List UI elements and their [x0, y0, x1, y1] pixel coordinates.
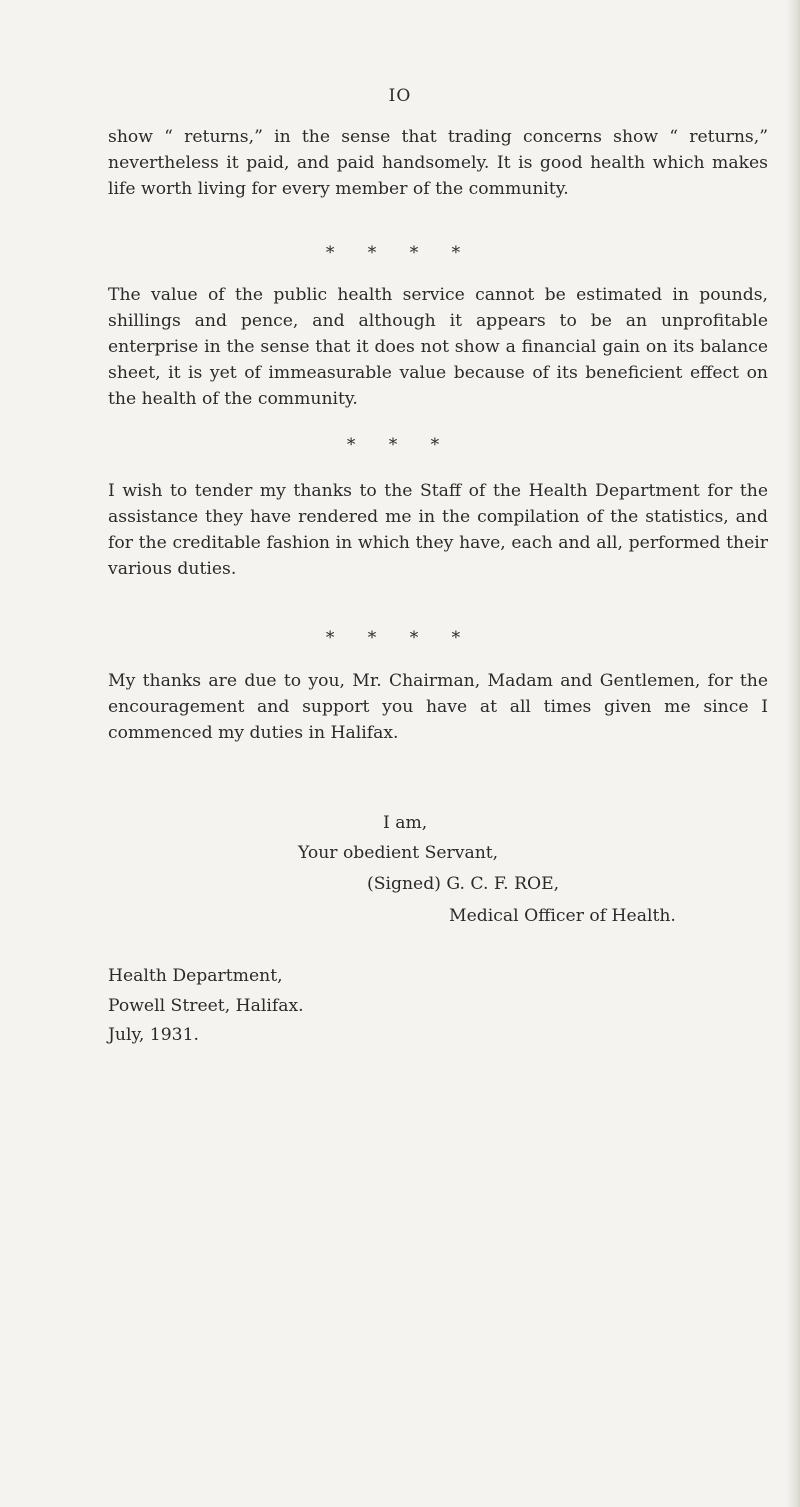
paragraph-returns: show “ returns,” in the sense that trading concerns show “ returns,” nevertheless it paid, and paid handsomely. It is good health which makes life worth living for every member of the community.: [108, 127, 768, 199]
page-edge-shadow: [786, 0, 800, 1507]
paragraph-public-health-value: The value of the public health service cannot be estimated in pounds, shillings and pence, and although it appears to be an unprofitable enterprise in the sense that it does not show a financial gain on its balance sheet, it is yet of immeasurable value because of its beneficient effect on the health of the community.: [108, 285, 768, 409]
signature: (Signed) G. C. F. ROE,: [367, 874, 560, 894]
signatory-title: Medical Officer of Health.: [449, 906, 676, 926]
section-separator: * * * *: [325, 628, 475, 648]
closing-valediction: Your obedient Servant,: [298, 843, 499, 863]
paragraph-committee-thanks: My thanks are due to you, Mr. Chairman, Madam and Gentlemen, for the encouragement and support you have at all times given me since I commenced my duties in Halifax.: [108, 671, 768, 743]
closing-salutation: I am,: [383, 813, 428, 833]
address-street: Powell Street, Halifax.: [108, 996, 304, 1016]
address-department: Health Department,: [108, 966, 283, 986]
paragraph-staff-thanks: I wish to tender my thanks to the Staff of the Health Department for the assistance they have rendered me in the compilation of the statistics, and for the creditable fashion in which they have, each and all, performed their various duties.: [108, 481, 768, 579]
page-number: IO: [388, 86, 412, 106]
document-date: July, 1931.: [108, 1025, 200, 1045]
section-separator: * * * *: [325, 243, 475, 263]
section-separator: * * *: [346, 435, 454, 455]
